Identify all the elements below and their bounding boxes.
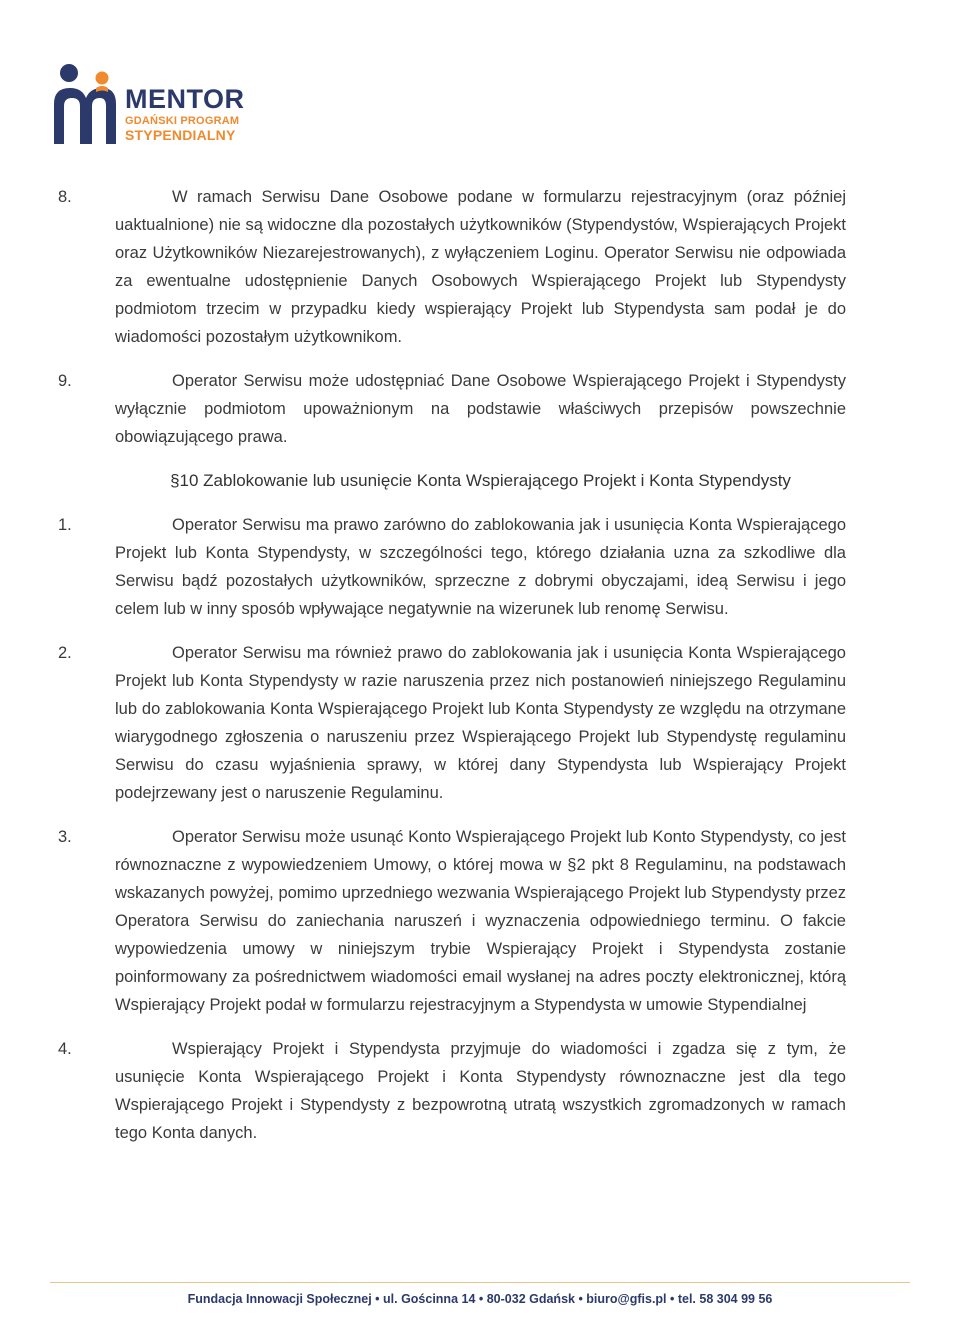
mentor-logo <box>52 62 245 146</box>
paragraph-8 <box>58 183 846 351</box>
logo-subtitle-line2: STYPENDIALNY <box>125 127 236 143</box>
paragraph-text: Operator Serwisu może usunąć Konto Wspierającego Projekt lub Konto Stypendysty, co jest równoznaczne z wypowiedzeniem Umowy, o której mowa w §2 pkt 8 Regulaminu, na podstawach wskazanych powyżej, pomimo uprzedniego wezwania Wspierającego Projekt lub Stypendysty przez Operatora Serwisu do zaniechania naruszeń i wyznaczenia odpowiedniego terminu. O fakcie wypowiedzenia umowy w niniejszym trybie Wspierający Projekt i Stypendysta zostanie poinformowany za pośrednictwem wiadomości email wysłanej na adres poczty elektronicznej, którą Wspierający Projekt podał w formularzu rejestracyjnym a Stypendysta w umowie Stypendialnej <box>115 828 846 1014</box>
logo-brand-text: MENTOR <box>125 84 245 114</box>
section-paragraph-1 <box>58 511 846 623</box>
paragraph-number: 2. <box>58 644 72 662</box>
people-logo-icon <box>52 62 124 146</box>
paragraph-9 <box>58 367 846 451</box>
paragraph-text: Operator Serwisu ma również prawo do zablokowania jak i usunięcia Konta Wspierającego Projekt lub Konta Stypendysty w razie naruszenia przez nich postanowień niniejszego Regulaminu lub do zablokowania Konta Wspierającego Projekt lub Konta Stypendysty ze względu na otrzymane wiarygodnego zgłoszenia o naruszeniu przez Wspierającego Projekt lub Stypendystę regulaminu Serwisu do czasu wyjaśnienia sprawy, w której dany Stypendysta lub Wspierający Projekt podejrzewany jest o naruszenie Regulaminu. <box>115 644 846 802</box>
section-paragraph-3 <box>58 823 846 1019</box>
paragraph-number: 9. <box>58 372 72 390</box>
footer-divider <box>50 1282 910 1283</box>
paragraph-text: Wspierający Projekt i Stypendysta przyjmuje do wiadomości i zgadza się z tym, że usunięcie Konta Wspierającego Projekt i Konta Stypendysty równoznaczne jest dla tego Wspierającego Projekt i Stypendysty z bezpowrotną utratą wszystkich zgromadzonych w ramach tego Konta danych. <box>115 1040 846 1142</box>
paragraph-text: W ramach Serwisu Dane Osobowe podane w formularzu rejestracyjnym (oraz później uaktualnione) nie są widoczne dla pozostałych użytkowników (Stypendystów, Wspierających Projekt oraz Użytkowników Niezarejestrowanych), z wyłączeniem Loginu. Operator Serwisu nie odpowiada za ewentualne udostępnienie Danych Osobowych Wspierającego Projekt lub Stypendysty podmiotom trzecim w przypadku kiedy wspierający Projekt lub Stypendysta sam podał je do wiadomości pozostałym użytkownikom. <box>115 188 846 346</box>
paragraph-number: 3. <box>58 828 72 846</box>
paragraph-number: 1. <box>58 516 72 534</box>
paragraph-number: 8. <box>58 188 72 206</box>
section-paragraph-2 <box>58 639 846 807</box>
section-paragraph-4 <box>58 1035 846 1147</box>
logo-subtitle-line1: GDAŃSKI PROGRAM <box>125 115 240 127</box>
section-heading: §10 Zablokowanie lub usunięcie Konta Wspierającego Projekt i Konta Stypendysty <box>170 471 791 490</box>
footer-contact-text: Fundacja Innowacji Społecznej • ul. Gościnna 14 • 80-032 Gdańsk • biuro@gfis.pl • tel. 58 304 99 56 <box>187 1292 773 1306</box>
paragraph-text: Operator Serwisu może udostępniać Dane Osobowe Wspierającego Projekt i Stypendysty wyłącznie podmiotom upoważnionym na podstawie właściwych przepisów powszechnie obowiązującego prawa. <box>115 372 846 446</box>
document-content <box>58 183 846 1163</box>
paragraph-number: 4. <box>58 1040 72 1058</box>
paragraph-text: Operator Serwisu ma prawo zarówno do zablokowania jak i usunięcia Konta Wspierającego Projekt lub Konta Stypendysty, w szczególności tego, którego działania uzna za szkodliwe dla Serwisu bądź pozostałych użytkowników, sprzeczne z dobrymi obyczajami, ideą Serwisu i jego celem lub w inny sposób wpływające negatywnie na wizerunek lub renomę Serwisu. <box>115 516 846 618</box>
